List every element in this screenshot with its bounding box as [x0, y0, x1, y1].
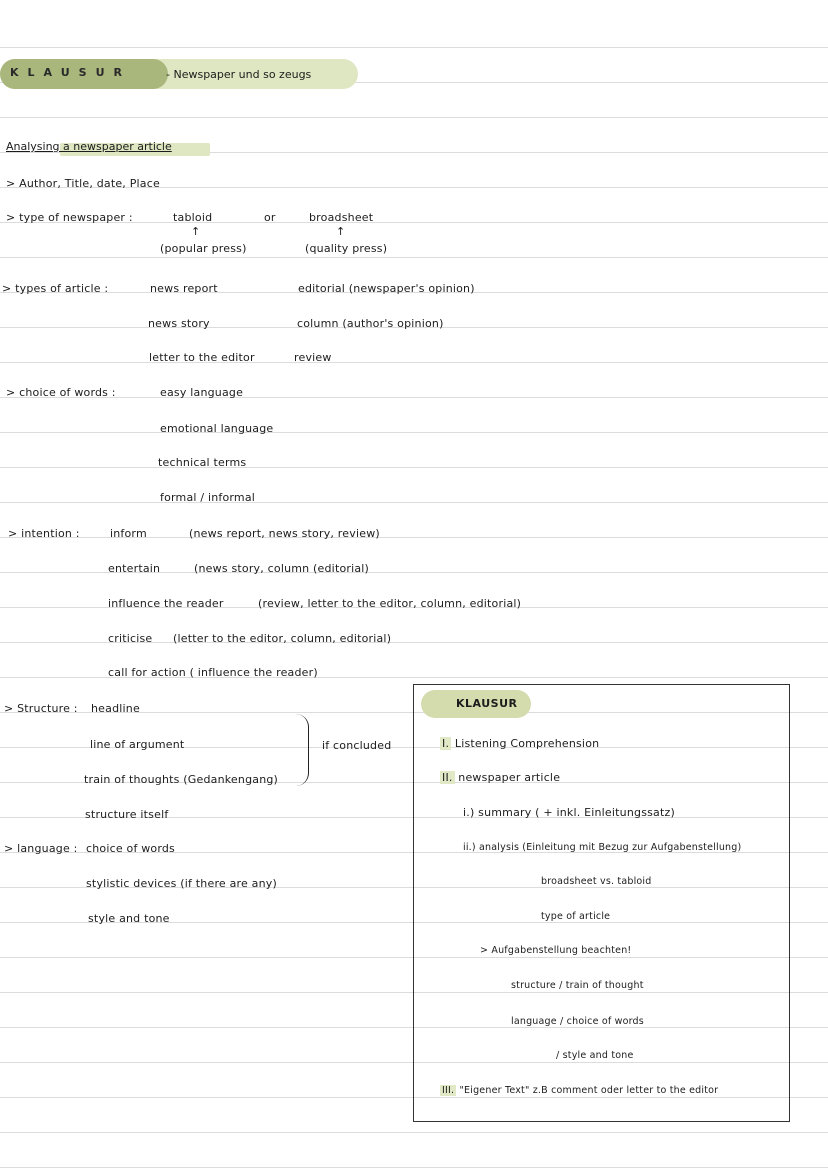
entertain-detail: (news story, column (editorial) [194, 562, 370, 575]
quality-press-text: (quality press) [305, 242, 388, 255]
box-detail-aufgabe: > Aufgabenstellung beachten! [480, 945, 632, 956]
stylistic-devices-text: stylistic devices (if there are any) [86, 877, 277, 890]
page-subtitle: - Newspaper und so zeugs [166, 68, 312, 81]
formal-informal-text: formal / informal [160, 491, 256, 504]
popular-press-text: (popular press) [160, 242, 247, 255]
box-detail-language: language / choice of words [511, 1016, 644, 1027]
train-of-thoughts-text: train of thoughts (Gedankengang) [84, 773, 279, 786]
column-text: column (author's opinion) [297, 317, 444, 330]
emotional-language-text: emotional language [160, 422, 274, 435]
influence-text: influence the reader [108, 597, 224, 610]
inform-text: inform [110, 527, 147, 540]
article-types-label: > types of article : [2, 282, 109, 295]
box-item-number: II. [442, 771, 453, 784]
technical-terms-text: technical terms [158, 456, 247, 469]
language-label: > language : [4, 842, 78, 855]
box-detail-style: / style and tone [556, 1050, 634, 1061]
line-of-argument-text: line of argument [90, 738, 185, 751]
criticise-detail: (letter to the editor, column, editorial) [173, 632, 392, 645]
structure-itself-text: structure itself [85, 808, 169, 821]
choice-words-label: > choice of words : [6, 386, 116, 399]
section-heading: Analysing a newspaper article [6, 140, 172, 153]
structure-label: > Structure : [4, 702, 78, 715]
news-report-text: news report [150, 282, 218, 295]
box-title: KLAUSUR [456, 697, 518, 710]
intention-label: > intention : [8, 527, 80, 540]
box-item-number: III. [442, 1085, 455, 1096]
box-subitem-analysis: ii.) analysis (Einleitung mit Bezug zur Aufgabenstellung) [463, 842, 742, 853]
call-for-action-text: call for action ( influence the reader) [108, 666, 318, 679]
up-arrow-icon: ↑ [336, 225, 346, 238]
criticise-text: criticise [108, 632, 153, 645]
box-item-3 [440, 1085, 718, 1096]
box-item-text: "Eigener Text" z.B comment oder letter to the editor [459, 1085, 719, 1096]
newspaper-type-label: > type of newspaper : [6, 211, 133, 224]
inform-detail: (news report, news story, review) [189, 527, 380, 540]
review-text: review [294, 351, 332, 364]
box-detail-broadsheet: broadsheet vs. tabloid [541, 876, 652, 887]
box-item-text: Listening Comprehension [454, 737, 600, 750]
broadsheet-text: broadsheet [309, 211, 374, 224]
choice-of-words-text: choice of words [86, 842, 175, 855]
or-text: or [264, 211, 276, 224]
influence-detail: (review, letter to the editor, column, editorial) [258, 597, 522, 610]
box-detail-type: type of article [541, 911, 611, 922]
box-item-text: newspaper article [458, 771, 561, 784]
editorial-text: editorial (newspaper's opinion) [298, 282, 475, 295]
news-story-text: news story [148, 317, 210, 330]
curly-brace-icon [296, 714, 309, 786]
if-concluded-text: if concluded [322, 739, 392, 752]
easy-language-text: easy language [160, 386, 244, 399]
box-subitem-summary: i.) summary ( + inkl. Einleitungssatz) [463, 806, 675, 819]
style-and-tone-text: style and tone [88, 912, 170, 925]
box-item-2 [440, 771, 560, 784]
up-arrow-icon: ↑ [191, 225, 201, 238]
entertain-text: entertain [108, 562, 161, 575]
box-detail-structure: structure / train of thought [511, 980, 644, 991]
letter-text: letter to the editor [149, 351, 255, 364]
tabloid-text: tabloid [173, 211, 213, 224]
box-item-1 [440, 737, 599, 750]
box-item-number: I. [442, 737, 450, 750]
headline-text: headline [91, 702, 140, 715]
page-title: KLAUSUR [10, 66, 131, 79]
author-line: > Author, Title, date, Place [6, 177, 160, 190]
